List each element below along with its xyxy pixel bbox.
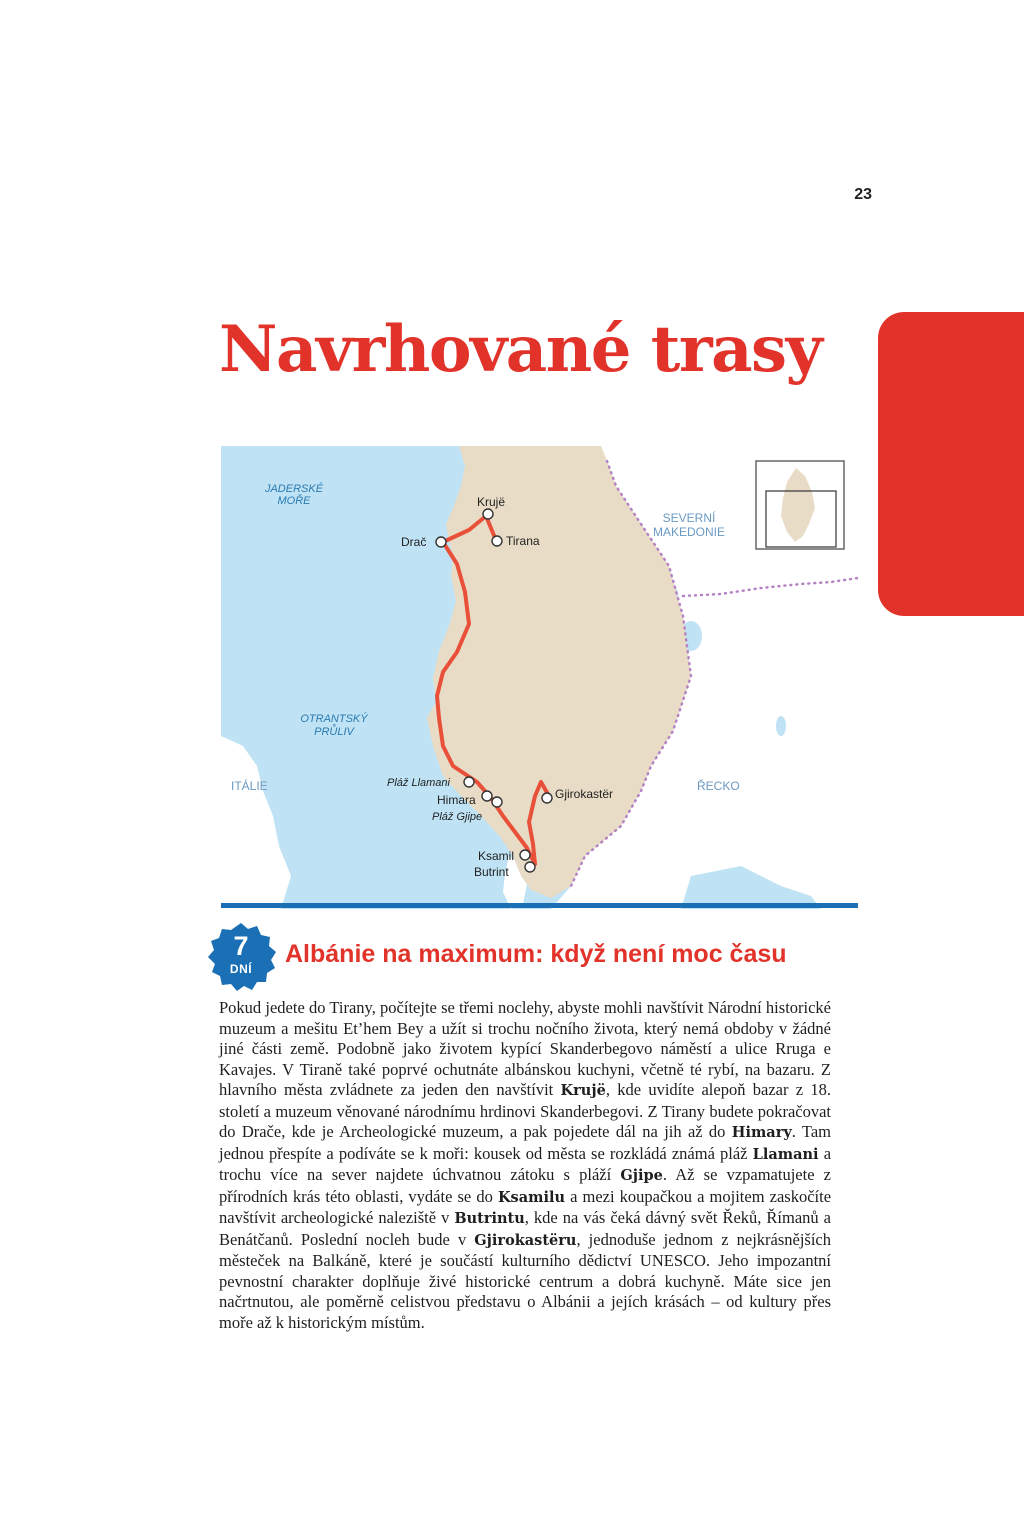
body-text-8: , jednoduše jednom z nejkrásnějších městeček na Balkáně, které je součástí kulturního dědictví UNESCO. Jeho impozantní pevnostní charakter doplňuje živé historické centrum a dobrá kuchyně. Máte sice jen načrtnutou, ale poměrně celistvou představu o Albánii a jejích krásách – od kultury přes moře až k historickým místům. [219,1229,832,1332]
place-marker [483,509,493,519]
badge-days-unit: DNÍ [229,962,253,976]
body-text-7: , kde na vás čeká dávný svět Řeků, Římanů a Benátčanů. Poslední nocleh bude v [219,1208,831,1249]
place-label: Drač [401,535,427,549]
place-label: Tirana [506,534,540,548]
page-title: Navrhované trasy [219,312,822,387]
page-number: 23 [854,186,872,203]
place-marker [436,537,446,547]
place-marker [520,850,530,860]
place-tirana [492,534,540,548]
place-marker [525,862,535,872]
country-label-macedonia-1: SEVERNÍ [662,511,716,525]
highlight-gjipe: Gjipe [620,1167,663,1184]
place-label: Gjirokastër [555,787,614,801]
highlight-ksamil: Ksamilu [497,1188,565,1206]
place-marker [482,791,492,801]
highlight-himara: Himary [731,1124,792,1141]
highlight-gjirokaster: Gjirokastëru [474,1231,577,1249]
place-label: Pláž Llamani [387,777,450,789]
country-label-greece: ŘECKO [697,779,740,793]
itinerary-heading: Albánie na maximum: když není moc času [285,940,787,968]
country-label-macedonia-2: MAKEDONIE [652,525,726,539]
country-label-italy: ITÁLIE [231,779,268,793]
body-text-4: a trochu více na sever najdete úchvatnou zátoku s pláží [219,1143,832,1184]
days-badge [206,922,276,992]
place-marker [464,777,474,787]
body-text-6: a mezi koupačkou a mojitem zaskočíte navštívit archeologické naleziště v [219,1186,832,1227]
chapter-tab [878,312,1024,616]
body-text-2: , kde uvidíte alepoň bazar z 18. století a muzeum věnované národnímu hrdinovi Skanderbegovi. Z Tirany budete pokračovat do Drače, kde je Archeologické muzeum, a pak pojedete dál na jih až do [219,1080,831,1141]
place-label: Pláž Gjipe [432,811,483,823]
lake-ioannina [776,716,786,736]
body-text-1: Pokud jedete do Tirany, počítejte se třemi noclehy, abyste mohli navštívit Národní historické muzeum a mešitu Et’hem Bey a užít si trochu nočního života, který nemá obdoby v žádné jiné části země. Podobně jako životem kypící Skanderbegovo náměstí a ulice Rruga e Kavajes. V Tiraně také poprvé ochutnáte albánskou kuchyni, včetně té rybí, na bazaru. Z hlavního města zvládnete za jeden den navštívit [219,998,831,1099]
sea-label-otranto-2: PRŮLIV [314,726,354,738]
place-label: Himara [437,793,476,807]
place-label: Krujë [477,495,506,509]
sea-label-otranto-1: OTRANTSKÝ [300,713,368,725]
place-drac [401,535,446,549]
sea-label-adriatic-1: JADERSKÉ [264,483,324,495]
place-marker [492,536,502,546]
sea-label-adriatic-2: MOŘE [277,495,311,507]
itinerary-body [219,998,831,1333]
place-marker [542,793,552,803]
place-marker [492,797,502,807]
route-map [221,446,858,909]
highlight-llamani: Llamani [752,1145,819,1163]
highlight-butrint: Butrintu [454,1210,525,1227]
place-label: Butrint [474,865,509,879]
highlight-kruje: Krujë [560,1082,606,1099]
place-label: Ksamil [478,849,515,863]
badge-days-number: 7 [233,931,249,961]
body-text-3: . Tam jednou přespíte a podíváte se k moři: kousek od města se rozkládá známá pláž [219,1122,831,1163]
map-bottom-rule [221,903,858,908]
body-text-5: . Až se vzpamatujete z přírodních krás této oblasti, vydáte se do [219,1165,832,1206]
